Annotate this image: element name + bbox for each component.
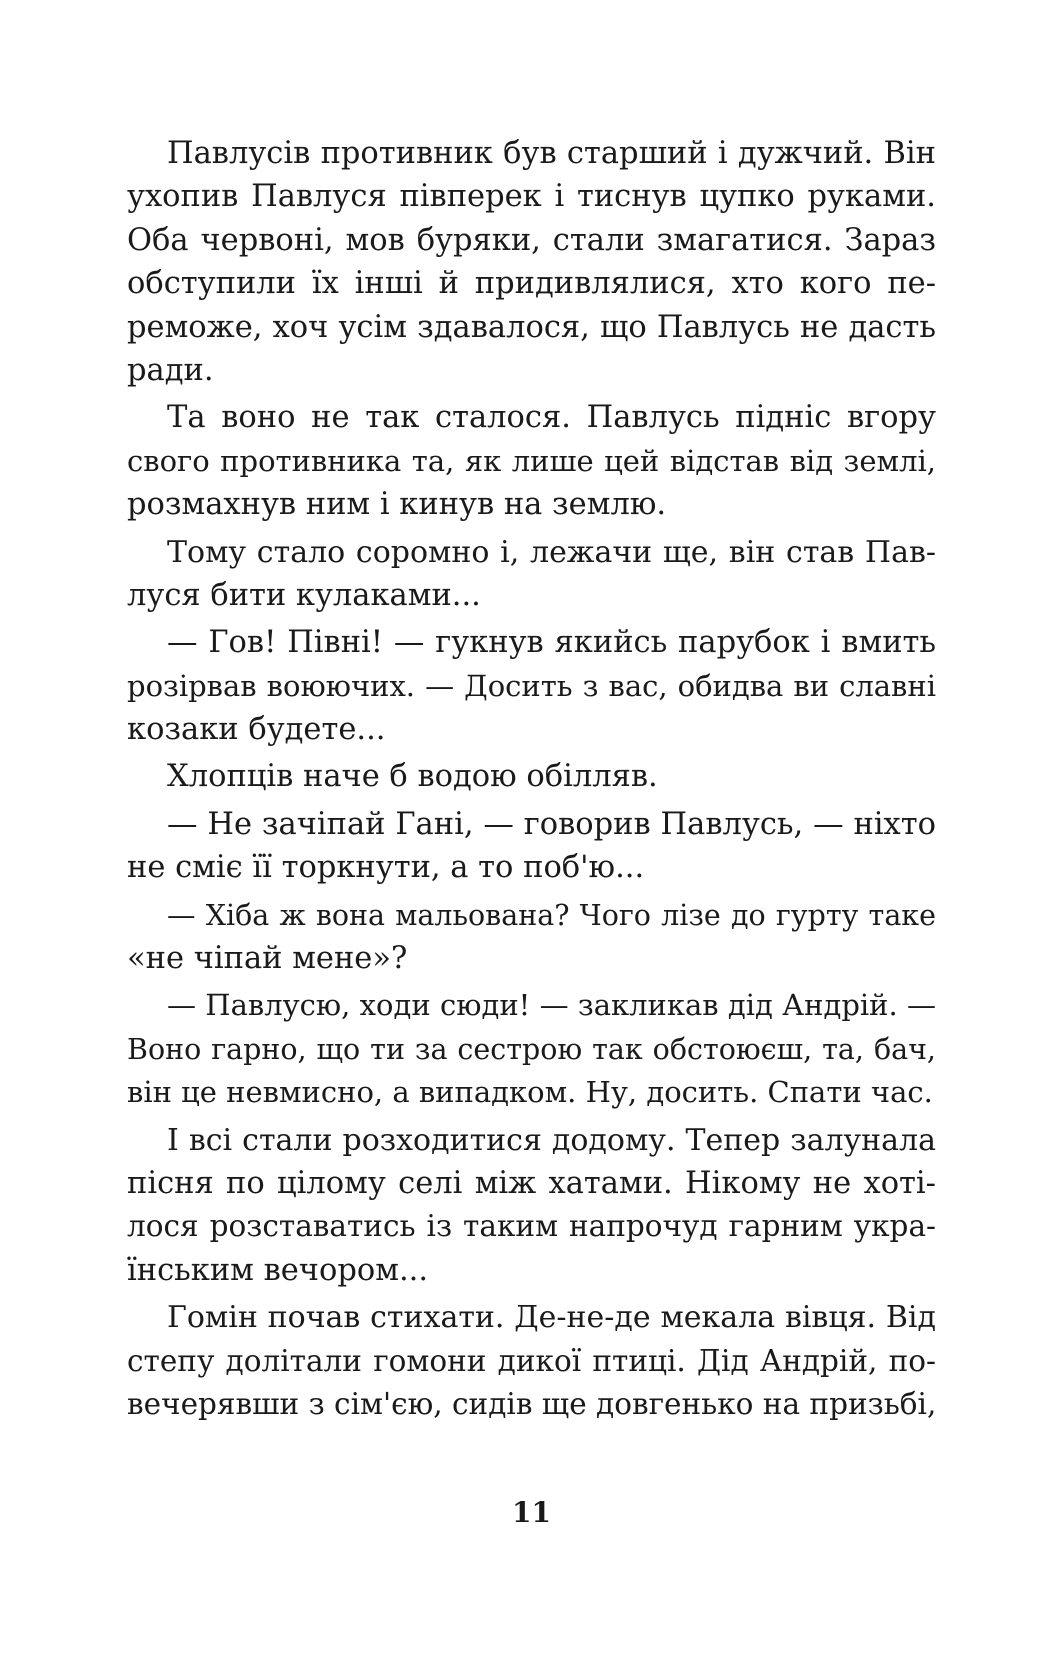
paragraph [127, 984, 936, 1114]
text-line: Воно гарно, що ти за сестрою так обстоюєш, та, бач, [127, 1032, 936, 1066]
text-line: Гомін почав стихати. Де-не-де мекала вівця. Від [167, 1300, 936, 1336]
text-line: обступили їх інші й придивлялися, хто кого пе- [127, 266, 936, 302]
text-line: розірвав воюючих. — Досить з вас, обидва ви славні [127, 668, 936, 703]
text-line: свого противника та, як лише цей відстав від землі, [127, 443, 936, 478]
text-line: козаки будете... [127, 712, 386, 748]
paragraph [127, 755, 936, 798]
text-line: Павлусів противник був старший і дужчий. Він [167, 136, 936, 171]
text-line: — Хіба ж вона мальована? Чого лізе до гурту таке [167, 898, 936, 932]
text-line: ухопив Павлуся півперек і тиснув цупко руками. [127, 179, 936, 215]
paragraph [127, 132, 936, 392]
paragraph [127, 531, 936, 618]
text-line: не сміє її торкнути, а то поб'ю... [127, 850, 645, 886]
text-line: розмахнув ним і кинув на землю. [127, 487, 667, 523]
text-line: — Гов! Півні! — гукнув якийсь парубок і вмить [167, 625, 936, 661]
text-line: їнським вечором... [127, 1252, 429, 1288]
text-line: вечерявши з сім'єю, сидів ще довгенько на призьбі, [127, 1386, 937, 1421]
text-line: «не чіпай мене»? [127, 941, 408, 977]
text-line: реможе, хоч усім здавалося, що Павлусь не дасть [127, 309, 936, 345]
text-line: він це невмисно, а випадком. Ну, досить. Спати час. [127, 1075, 933, 1110]
paragraph [127, 621, 936, 751]
text-line: Хлопців наче б водою обілляв. [167, 759, 658, 795]
text-line: — Не зачіпай Гані, — говорив Павлусь, — ніхто [167, 806, 936, 842]
paragraph [127, 1119, 936, 1293]
text-line: — Павлусю, ходи сюди! — закликав дід Андрій. — [167, 988, 936, 1023]
text-line: Оба червоні, мов буряки, стали змагатися. Зараз [127, 222, 936, 258]
paragraph [127, 1296, 936, 1426]
text-line: луся бити кулаками... [127, 577, 481, 613]
text-line: Та воно не так сталося. Павлусь підніс вгору [167, 400, 936, 436]
page-body-text [127, 132, 936, 1430]
page-number: 11 [512, 1496, 551, 1529]
text-line: Тому стало соромно і, лежачи ще, він став Пав- [167, 534, 936, 570]
text-line: лося розставатись із таким напрочуд гарним укра- [127, 1209, 936, 1244]
paragraph [127, 396, 936, 526]
paragraph [127, 803, 936, 890]
text-line: степу долітали гомони дикої птиці. Дід Андрій, по- [127, 1343, 936, 1378]
text-line: І всі стали розходитися додому. Тепер залунала [167, 1122, 936, 1158]
text-line: пісня по цілому селі між хатами. Нікому не хоті- [127, 1165, 936, 1201]
text-line: ради. [127, 352, 214, 388]
paragraph [127, 894, 936, 981]
